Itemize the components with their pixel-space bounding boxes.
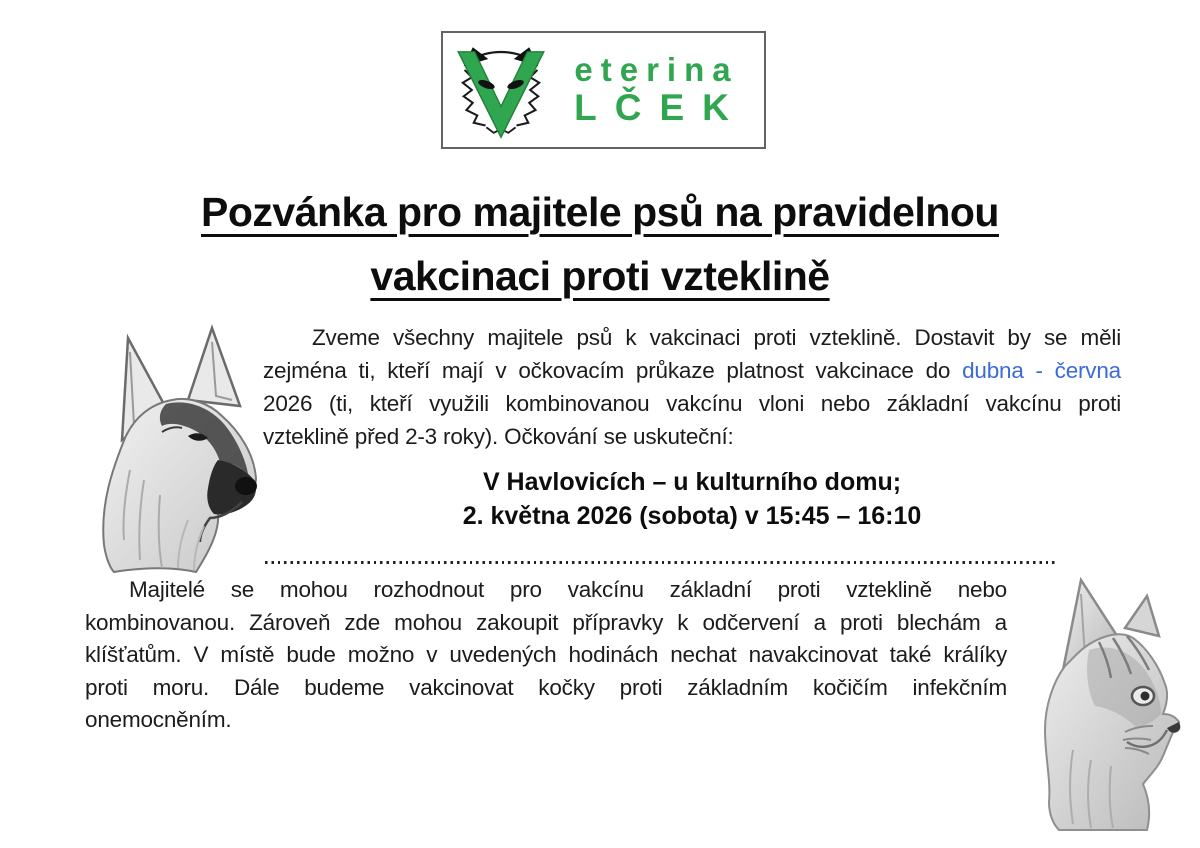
- event-location: V Havlovicích – u kulturního domu;: [482, 468, 902, 496]
- page-title: [0, 180, 1200, 308]
- details-line-5: onemocněním.: [85, 707, 232, 732]
- title-line-1: Pozvánka pro majitele psů na pravidelnou: [201, 189, 999, 235]
- veterina-vlcek-logo: [441, 31, 766, 149]
- logo-text: [557, 52, 756, 128]
- event-details: [263, 465, 1121, 533]
- details-line-4: proti moru. Dále budeme vakcinovat kočky proti základním kočičím infekčním: [85, 674, 1007, 700]
- intro-line-3: 2026 (ti, kteří využili kombinovanou vakcínu vloni nebo základní vakcínu proti: [263, 391, 1121, 416]
- details-paragraph: [85, 574, 1007, 737]
- intro-line-4: vzteklině před 2-3 roky). Očkování se uskuteční:: [263, 424, 734, 449]
- intro-line-2-text: zejména ti, kteří mají v očkovacím průkaze platnost vakcinace do: [263, 358, 951, 383]
- highlighted-month-range: dubna - června: [962, 358, 1121, 383]
- intro-line-1: Zveme všechny majitele psů k vakcinaci proti vzteklině. Dostavit by se měli: [312, 325, 1121, 350]
- logo-text-veterina: eterina: [574, 51, 739, 89]
- details-line-2: kombinovanou. Zároveň zde mohou zakoupit přípravky k odčervení a proti blechám a: [85, 609, 1007, 635]
- details-line-3: klíšťatům. V místě bude možno v uvedených hodinách nechat navakcinovat také králíky: [85, 642, 1007, 667]
- dog-sketch-image: [70, 320, 270, 575]
- wolf-head-icon: [449, 39, 553, 141]
- dotted-divider: [265, 561, 1055, 564]
- title-line-2: vakcinaci proti vzteklině: [370, 253, 830, 299]
- event-datetime: 2. května 2026 (sobota) v 15:45 – 16:10: [462, 502, 922, 530]
- logo-text-vlcek: LČEK: [574, 86, 747, 128]
- details-line-1: Majitelé se mohou rozhodnout pro vakcínu základní proti vzteklině nebo: [129, 577, 1007, 602]
- intro-line-2: [263, 354, 1121, 387]
- cat-sketch-image: [1028, 570, 1190, 832]
- intro-paragraph: [263, 321, 1121, 453]
